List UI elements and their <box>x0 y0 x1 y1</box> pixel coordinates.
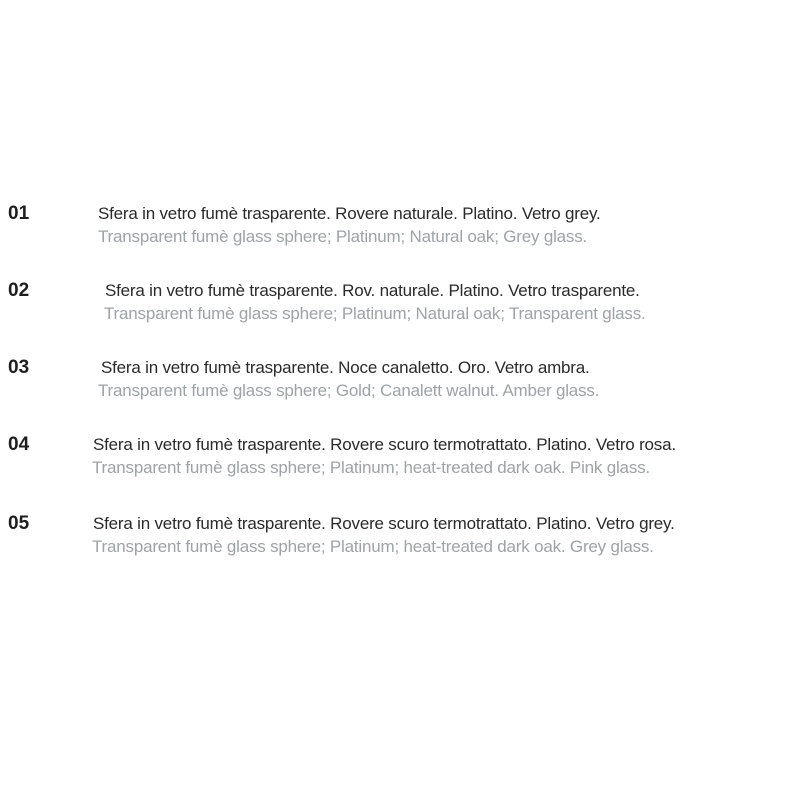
variant-number: 03 <box>8 357 30 378</box>
variant-number: 04 <box>8 434 30 455</box>
variant-number: 02 <box>8 280 30 301</box>
variant-description-italian: Sfera in vetro fumè trasparente. Rovere scuro termotrattato. Platino. Vetro rosa. <box>93 435 676 454</box>
variant-description-english: Transparent fumè glass sphere; Platinum; heat-treated dark oak. Pink glass. <box>92 458 650 477</box>
variant-description-italian: Sfera in vetro fumè trasparente. Rov. naturale. Platino. Vetro trasparente. <box>105 281 640 300</box>
variant-description-english: Transparent fumè glass sphere; Platinum; heat-treated dark oak. Grey glass. <box>92 537 654 556</box>
variant-description-english: Transparent fumè glass sphere; Gold; Canalett walnut. Amber glass. <box>98 381 600 400</box>
variant-item <box>0 510 800 570</box>
variant-description-italian: Sfera in vetro fumè trasparente. Noce canaletto. Oro. Vetro ambra. <box>101 358 590 377</box>
variant-description-english: Transparent fumè glass sphere; Platinum; Natural oak; Transparent glass. <box>104 304 646 323</box>
variant-description-english: Transparent fumè glass sphere; Platinum; Natural oak; Grey glass. <box>98 227 588 246</box>
variant-item <box>0 431 800 491</box>
variant-description-italian: Sfera in vetro fumè trasparente. Rovere naturale. Platino. Vetro grey. <box>98 204 601 223</box>
variant-number: 05 <box>8 513 30 534</box>
variant-number: 01 <box>8 203 30 224</box>
variant-item <box>0 277 800 337</box>
variant-item <box>0 200 800 260</box>
variant-description-italian: Sfera in vetro fumè trasparente. Rovere scuro termotrattato. Platino. Vetro grey. <box>93 514 675 533</box>
variant-item <box>0 354 800 414</box>
